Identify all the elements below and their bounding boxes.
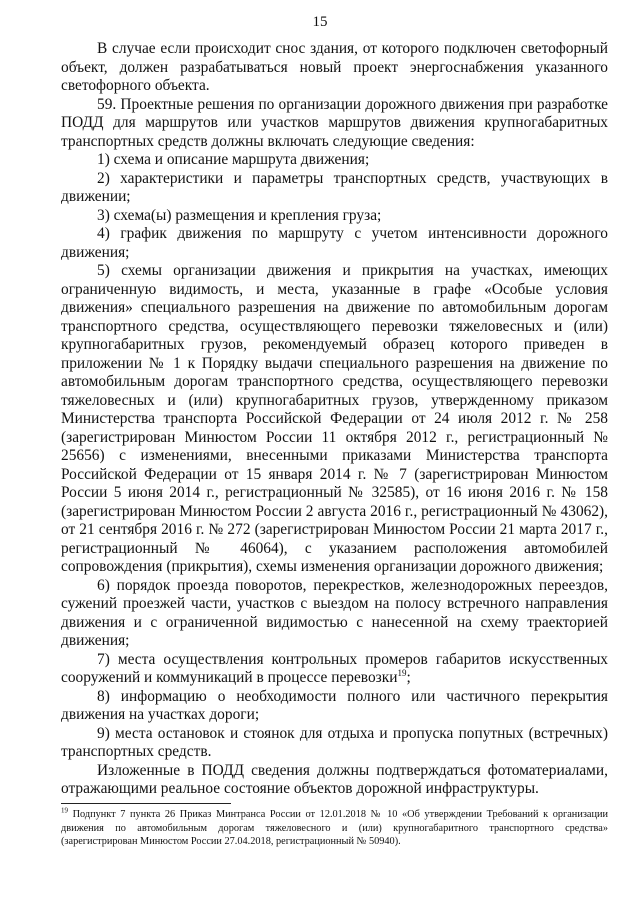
paragraph-photo-materials: Изложенные в ПОДД сведения должны подтверждаться фотоматериалами, отражающими реальное состояние объектов дорожной инфраструктуры. [61, 761, 608, 797]
list-item-7-end: ; [406, 669, 411, 686]
list-item-7-text: 7) места осуществления контрольных промеров габаритов искусственных сооружений и коммуникаций в процессе перевозки [61, 650, 608, 686]
list-item-4: 4) график движения по маршруту с учетом интенсивности дорожного движения; [61, 225, 608, 261]
page-number: 15 [312, 14, 328, 30]
list-item-9: 9) места остановок и стоянок для отдыха и пропуска попутных (встречных) транспортных средств. [61, 724, 608, 760]
list-item-6: 6) порядок проезда поворотов, перекрестков, железнодорожных переездов, сужений проезжей части, участков с выездом на полосу встречного направления движения и с ограниченной видимостью с нанесенной на схему траекторией движения; [61, 576, 608, 649]
paragraph-59: 59. Проектные решения по организации дорожного движения при разработке ПОДД для маршрутов или участков маршрутов движения крупногабаритных транспортных средств должны включать следующие сведения: [61, 95, 608, 150]
list-item-3: 3) схема(ы) размещения и крепления груза; [97, 206, 382, 224]
list-item-5: 5) схемы организации движения и прикрытия на участках, имеющих ограниченную видимость, и места, указанные в графе «Особые условия движения» специального разрешения на движение по автомобильным дорогам транспортного средства, осуществляющего перевозки тяжеловесных и (или) крупногабаритных грузов, рекомендуемый образец которого приведен в приложении № 1 к Порядку выдачи специального разрешения на движение по автомобильным дорогам транспортного средства, осуществляющего перевозки тяжеловесных и (или) крупногабаритных грузов, утвержденному приказом Министерства транспорта Российской Федерации от 24 июля 2012 г. № 258 (зарегистрирован Минюстом России 11 октября 2012 г., регистрационный № 25656) с изменениями, внесенными приказами Министерства транспорта Российской Федерации от 15 января 2014 г. № 7 (зарегистрирован Минюстом России 5 июня 2014 г., регистрационный № 32585), от 16 июня 2016 г. № 158 (зарегистрирован Минюстом России 2 августа 2016 г., регистрационный № 43062), от 21 сентября 2016 г. № 272 (зарегистрирован Минюстом России 21 марта 2017 г., регистрационный № 46064), с указанием расположения автомобилей сопровождения (прикрытия), схемы изменения организации дорожного движения; [61, 262, 608, 575]
list-item-7 [61, 651, 608, 688]
paragraph-demolition: В случае если происходит снос здания, от которого подключен светофорный объект, должен разрабатываться новый проект энергоснабжения указанного светофорного объекта. [61, 40, 608, 94]
footnote-marker: 19 [61, 806, 68, 815]
footnote-divider [61, 803, 231, 804]
document-body [61, 40, 608, 799]
list-item-1: 1) схема и описание маршрута движения; [97, 151, 370, 168]
list-item-2: 2) характеристики и параметры транспортных средств, участвующих в движении; [61, 169, 608, 205]
footnote-text: Подпункт 7 пункта 26 Приказ Минтранса России от 12.01.2018 № 10 «Об утверждении Требований к организации движения по автомобильным дорогам тяжеловесного и (или) крупногабаритного транспортного средства» (зарегистрирован Минюстом России 27.04.2018, регистрационный № 50940). [61, 809, 608, 847]
list-item-8: 8) информацию о необходимости полного или частичного перекрытия движения на участках дороги; [61, 687, 608, 723]
footnote-reference[interactable]: 19 [397, 667, 407, 678]
footnote [61, 808, 608, 849]
